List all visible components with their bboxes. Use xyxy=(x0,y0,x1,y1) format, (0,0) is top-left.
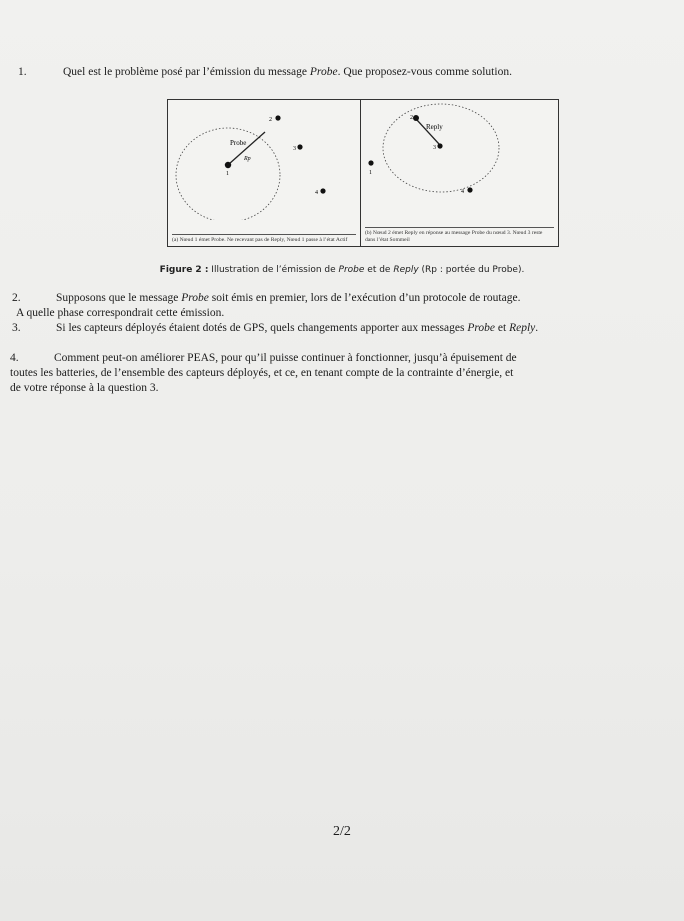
question-number: 4. xyxy=(10,352,19,364)
node-3-label: 3 xyxy=(293,146,296,152)
question-4: 4. Comment peut-on améliorer PEAS, pour qu’il puisse continuer à fonctionner, jusqu’à épuisement de toutes les batteries, de l’ensemble des capteurs déployés, et ce, en tenant compte de la contrainte d’énergie, et de votre réponse à la question 3. xyxy=(10,352,517,394)
question-number: 2. xyxy=(12,292,21,304)
question-number: 3. xyxy=(12,322,21,334)
question-3: 3. Si les capteurs déployés étaient dotés de GPS, quels changements apporter aux messages Probe et Reply. xyxy=(12,322,539,334)
node-2-label: 2 xyxy=(269,117,272,123)
node-1 xyxy=(368,160,373,165)
figure-panel-b xyxy=(361,100,558,246)
probe-label: Probe xyxy=(230,139,247,147)
node-3 xyxy=(297,144,302,149)
node-2-label: 2 xyxy=(410,115,413,121)
figure-2 xyxy=(167,99,559,247)
node-4 xyxy=(320,188,325,193)
panel-a-caption: (a) Nœud 1 émet Probe. Ne recevant pas de Reply, Nœud 1 passe à l’état Actif xyxy=(172,234,356,244)
node-2 xyxy=(413,115,419,121)
node-2 xyxy=(275,115,280,120)
question-text: Quel est le problème posé par l’émission du message Probe. Que proposez-vous comme solution. xyxy=(63,66,512,78)
node-1-label: 1 xyxy=(226,171,229,177)
panel-b-caption: (b) Nœud 2 émet Reply en réponse au message Probe du nœud 3. Nœud 3 reste dans l’état Sommeil xyxy=(365,227,554,244)
node-3-label: 3 xyxy=(433,145,436,151)
reply-label: Reply xyxy=(426,123,443,131)
node-1-label: 1 xyxy=(369,170,372,176)
panel-b-diagram xyxy=(361,100,558,220)
panel-a-diagram xyxy=(168,100,360,220)
figure-caption: Figure 2 : Illustration de l’émission de Probe et de Reply (Rp : portée du Probe). xyxy=(159,265,525,275)
page-number: 2/2 xyxy=(333,824,351,839)
question-number: 1. xyxy=(18,66,27,78)
node-1 xyxy=(225,162,231,168)
rp-label: Rp xyxy=(244,156,251,162)
question-2: 2. Supposons que le message Probe soit émis en premier, lors de l’exécution d’un protocole de routage. A quelle phase correspondrait cette émission. xyxy=(12,292,521,319)
node-4-label: 4 xyxy=(315,190,318,196)
figure-panel-a xyxy=(168,100,361,246)
node-4-label: 4 xyxy=(461,189,464,195)
node-4 xyxy=(467,187,472,192)
node-3 xyxy=(437,143,442,148)
